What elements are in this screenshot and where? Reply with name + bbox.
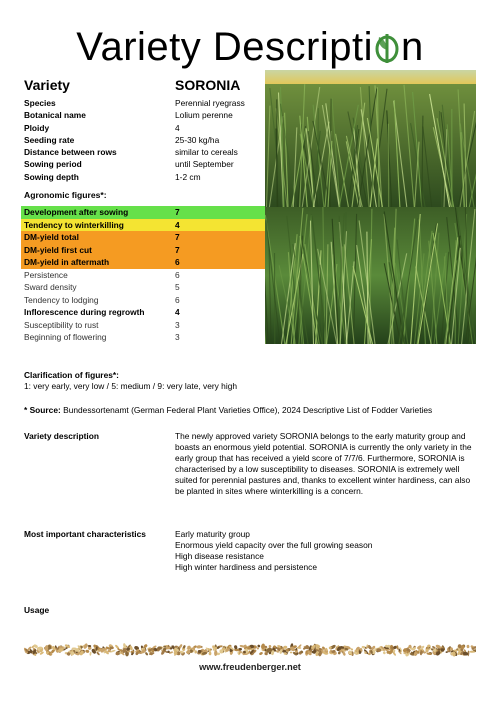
spec-label: Distance between rows <box>24 147 117 158</box>
page-title-text-end: n <box>400 25 424 69</box>
website-link[interactable]: www.freudenberger.net <box>199 662 301 672</box>
source-label: * Source: <box>24 405 61 415</box>
ryegrass-photo <box>265 70 476 344</box>
agronomic-label: Sward density <box>24 282 77 292</box>
agronomic-value: 6 <box>175 294 180 305</box>
usage-label: Usage <box>24 605 50 615</box>
agronomic-row-sward-density <box>21 281 265 294</box>
agronomic-label: DM-yield in aftermath <box>24 257 110 267</box>
agronomic-value: 7 <box>175 244 180 255</box>
spec-value: 4 <box>175 122 180 133</box>
agronomic-label: DM-yield first cut <box>24 244 92 255</box>
source-text: Bundessortenamt (German Federal Plant Varieties Office), 2024 Descriptive List of Fodder Varieties <box>60 405 433 415</box>
agronomic-row-dm-yield-total <box>21 231 265 244</box>
list-item: Early maturity group <box>175 529 250 539</box>
variety-label: Variety <box>24 77 70 93</box>
agronomic-value: 6 <box>175 269 180 280</box>
spec-value: 1-2 cm <box>175 171 201 182</box>
agronomic-table <box>21 206 265 344</box>
list-item: Enormous yield capacity over the full growing season <box>175 540 373 550</box>
agronomic-row-persistence <box>21 269 265 282</box>
spec-label: Sowing period <box>24 159 82 170</box>
page-title-text-start: Variety Descripti <box>76 25 373 69</box>
agronomic-label: Beginning of flowering <box>24 332 107 342</box>
agronomic-label: DM-yield total <box>24 232 79 242</box>
agronomic-row-rust <box>21 319 265 332</box>
characteristics-list <box>175 529 475 573</box>
agronomic-label: Inflorescence during regrowth <box>24 307 145 317</box>
agronomic-label: Tendency to lodging <box>24 294 99 305</box>
spec-value: 25-30 kg/ha <box>175 134 220 145</box>
clarification-text: 1: very early, very low / 5: medium / 9: very late, very high <box>24 381 238 391</box>
agronomic-value: 3 <box>175 319 180 330</box>
agronomic-label: Tendency to winterkilling <box>24 219 124 230</box>
spec-label: Botanical name <box>24 110 86 121</box>
spec-row-sowing-depth <box>24 171 264 183</box>
spec-row-ploidy <box>24 122 264 134</box>
leaf-logo-icon <box>374 32 400 64</box>
spec-value: Perennial ryegrass <box>175 98 245 108</box>
agronomic-row-dm-yield-aftermath <box>21 256 265 269</box>
spec-label: Species <box>24 98 56 108</box>
agronomic-value: 4 <box>175 219 180 230</box>
spec-row-botanical-name <box>24 109 264 121</box>
agronomic-row-winterkilling <box>21 219 265 232</box>
page-title <box>0 24 500 70</box>
agronomic-label: Susceptibility to rust <box>24 319 99 330</box>
list-item: High disease resistance <box>175 551 264 561</box>
agronomic-row-inflorescence <box>21 306 265 319</box>
agronomic-row-lodging <box>21 294 265 307</box>
clarification <box>24 370 237 392</box>
source-note <box>24 405 432 415</box>
spec-label: Ploidy <box>24 122 50 133</box>
spec-value: until September <box>175 159 234 170</box>
agronomic-row-development <box>21 206 265 219</box>
agronomic-row-flowering <box>21 331 265 344</box>
description-label: Variety description <box>24 431 99 441</box>
seed-strip-image <box>24 642 476 658</box>
characteristics-label: Most important characteristics <box>24 529 146 539</box>
list-item: High winter hardiness and persistence <box>175 562 317 572</box>
agronomic-value: 4 <box>175 307 180 317</box>
agronomic-value: 6 <box>175 257 180 267</box>
spec-row-species <box>24 97 264 109</box>
spec-label: Seeding rate <box>24 134 75 145</box>
spec-row-seeding-rate <box>24 134 264 146</box>
agronomic-label: Development after sowing <box>24 207 129 217</box>
agronomic-value: 3 <box>175 332 180 342</box>
agronomic-value: 7 <box>175 232 180 242</box>
agronomic-value: 5 <box>175 282 180 292</box>
variety-row <box>24 77 264 95</box>
agronomic-heading: Agronomic figures*: <box>24 190 107 200</box>
spec-value: similar to cereals <box>175 147 238 158</box>
spec-row-sowing-period <box>24 158 264 170</box>
variety-value: SORONIA <box>175 77 241 93</box>
specs-table <box>24 97 264 183</box>
agronomic-value: 7 <box>175 207 180 217</box>
description-text: The newly approved variety SORONIA belongs to the early maturity group and boasts an enormous yield potential. SORONIA is currently the only variety in the early group that has received a yield score of 7/7/6. Furthermore, SORONIA is characterised by a low susceptibility to diseases. SORONIA is extremely well suited for perennial pastures and, thanks to excellent winter hardiness, can also be planted in sites where winterkilling is a concern. <box>175 431 472 496</box>
spec-label: Sowing depth <box>24 171 79 182</box>
spec-value: Lolium perenne <box>175 110 233 121</box>
agronomic-row-dm-yield-first-cut <box>21 244 265 257</box>
agronomic-label: Persistence <box>24 269 68 280</box>
spec-row-row-distance <box>24 146 264 158</box>
clarification-heading: Clarification of figures*: <box>24 370 119 380</box>
